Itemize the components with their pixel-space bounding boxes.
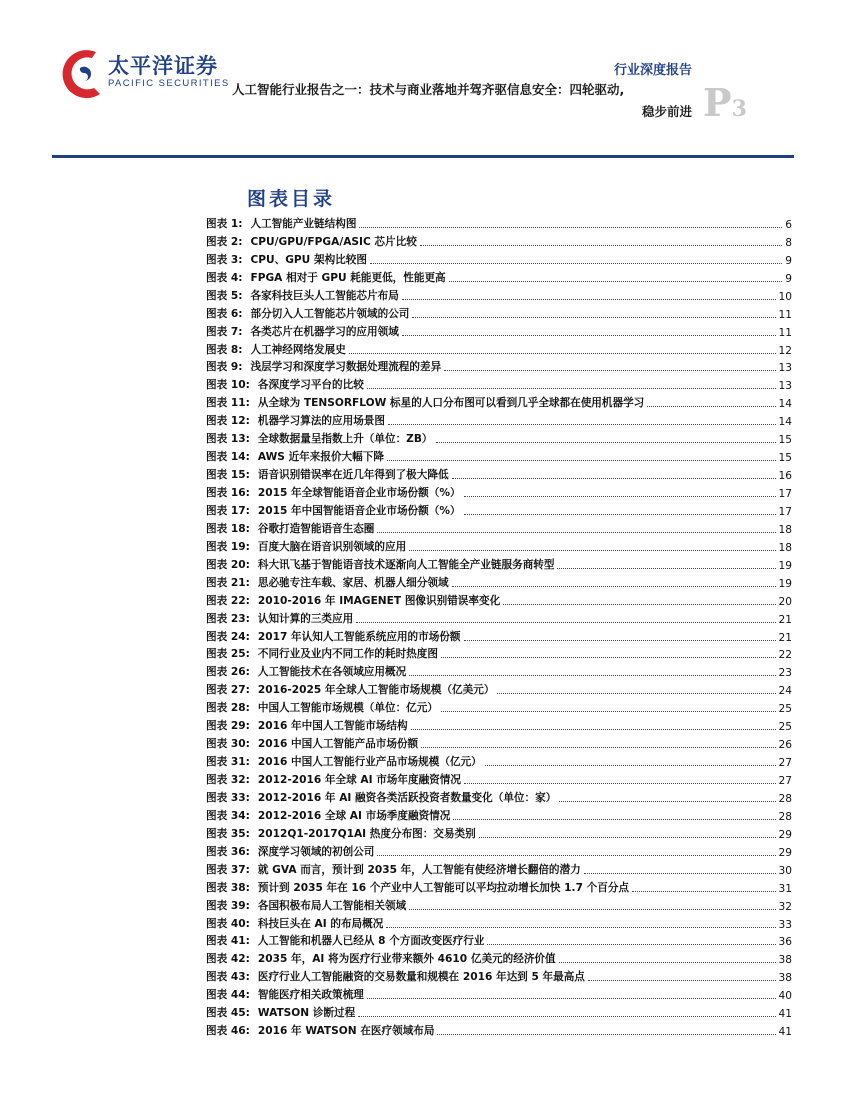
toc-entry-label: 图表 6: (206, 307, 243, 320)
toc-entry-page: 31 (778, 882, 792, 895)
toc-entry-title: 2012Q1-2017Q1AI 热度分布图：交易类别 (257, 827, 476, 840)
page-prefix: P (703, 80, 732, 125)
toc-entry-label: 图表 46: (206, 1025, 250, 1038)
toc-entry-title: 就 GVA 而言，预计到 2035 年，人工智能有使经济增长翻倍的潜力 (257, 863, 581, 876)
toc-entry-label: 图表 8: (206, 343, 243, 356)
toc-entry-page: 33 (778, 918, 792, 931)
toc-entry-title: 部分切入人工智能芯片领域的公司 (250, 307, 410, 320)
toc-entry-label: 图表 35: (206, 827, 250, 840)
toc-entry[interactable] (206, 303, 792, 321)
toc-entry-page: 18 (778, 541, 792, 554)
toc-dot-leader (441, 657, 776, 658)
toc-dot-leader (386, 927, 775, 928)
toc-entry-page: 36 (778, 936, 792, 949)
toc-entry[interactable] (206, 859, 792, 877)
toc-entry-label: 图表 4: (206, 271, 243, 284)
toc-entry[interactable] (206, 877, 792, 895)
toc-entry-title: 2035 年，AI 将为医疗行业带来额外 4610 亿美元的经济价值 (257, 953, 556, 966)
toc-entry-page: 14 (778, 416, 792, 429)
toc-entry-label: 图表 11: (206, 397, 250, 410)
toc-entry-label: 图表 1: (206, 217, 243, 230)
toc-entry-title: 各类芯片在机器学习的应用领域 (250, 325, 399, 338)
toc-entry[interactable] (206, 554, 792, 572)
toc-entry-title: 各深度学习平台的比较 (257, 379, 364, 392)
toc-dot-leader (479, 837, 776, 838)
toc-entry[interactable] (206, 751, 792, 769)
toc-dot-leader (387, 460, 776, 461)
toc-entry[interactable] (206, 984, 792, 1002)
toc-entry[interactable] (206, 769, 792, 787)
toc-entry[interactable] (206, 357, 792, 375)
toc-dot-leader (359, 227, 782, 228)
toc-dot-leader (464, 640, 776, 641)
toc-entry-page: 27 (778, 757, 792, 770)
toc-entry[interactable] (206, 1002, 792, 1020)
toc-dot-leader (411, 729, 776, 730)
toc-entry-label: 图表 23: (206, 612, 250, 625)
toc-entry-title: 人工智能和机器人已经从 8 个方面改变医疗行业 (257, 935, 485, 948)
toc-entry-title: 2016 中国人工智能产品市场份额 (257, 738, 419, 751)
toc-entry-title: 2012-2016 年 AI 融资各类活跃投资者数量变化（单位：家） (257, 791, 557, 804)
toc-dot-leader (436, 442, 776, 443)
toc-entry[interactable] (206, 339, 792, 357)
toc-entry-page: 15 (778, 452, 792, 465)
toc-entry[interactable] (206, 267, 792, 285)
toc-entry-page: 25 (778, 703, 792, 716)
toc-entry-title: 2017 年认知人工智能系统应用的市场份额 (257, 630, 461, 643)
toc-entry-page: 10 (778, 290, 792, 303)
toc-entry-page: 6 (785, 218, 792, 231)
toc-entry-page: 29 (778, 828, 792, 841)
toc-entry-title: 2016-2025 年全球人工智能市场规模（亿美元） (257, 684, 495, 697)
toc-entry-label: 图表 19: (206, 540, 250, 553)
toc-dot-leader (437, 1034, 775, 1035)
toc-entry-title: 2012-2016 全球 AI 市场季度融资情况 (257, 809, 451, 822)
toc-entry[interactable] (206, 948, 792, 966)
toc-entry-page: 15 (778, 434, 792, 447)
toc-entry-title: 2015 年中国智能语音企业市场份额（%） (257, 504, 461, 517)
toc-entry[interactable] (206, 1020, 792, 1038)
toc-entry-label: 图表 43: (206, 971, 250, 984)
toc-entry-page: 38 (778, 972, 792, 985)
figure-toc (206, 213, 792, 1038)
toc-dot-leader (412, 317, 775, 318)
toc-entry-label: 图表 13: (206, 433, 250, 446)
toc-entry-title: 从全球为 TENSORFLOW 标星的人口分布图可以看到几乎全球都在使用机器学习 (257, 397, 645, 410)
toc-dot-leader (464, 514, 776, 515)
toc-entry-label: 图表 21: (206, 576, 250, 589)
toc-entry[interactable] (206, 500, 792, 518)
toc-entry-label: 图表 3: (206, 253, 243, 266)
toc-entry-title: WATSON 诊断过程 (257, 1007, 356, 1020)
toc-entry[interactable] (206, 231, 792, 249)
toc-entry-label: 图表 22: (206, 594, 250, 607)
toc-entry-page: 30 (778, 864, 792, 877)
toc-entry-page: 8 (785, 236, 792, 249)
toc-dot-leader (402, 335, 776, 336)
toc-entry-label: 图表 2: (206, 235, 243, 248)
toc-entry-page: 29 (778, 846, 792, 859)
toc-dot-leader (559, 801, 775, 802)
toc-entry-label: 图表 33: (206, 791, 250, 804)
toc-entry-title: 谷歌打造智能语音生态圈 (257, 522, 375, 535)
toc-entry-title: 不同行业及业内不同工作的耗时热度图 (257, 648, 438, 661)
toc-title: 图表目录 (247, 188, 336, 210)
toc-entry-label: 图表 45: (206, 1007, 250, 1020)
toc-entry-title: 2012-2016 年全球 AI 市场年度融资情况 (257, 774, 461, 786)
toc-entry-page: 27 (778, 775, 792, 787)
toc-entry-label: 图表 25: (206, 648, 250, 661)
toc-entry-title: AWS 近年来报价大幅下降 (257, 451, 384, 464)
toc-dot-leader (559, 962, 776, 963)
toc-entry[interactable] (206, 895, 792, 913)
company-logo (58, 44, 258, 104)
toc-entry[interactable] (206, 841, 792, 859)
toc-entry[interactable] (206, 374, 792, 392)
toc-entry-page: 28 (778, 810, 792, 823)
toc-entry-label: 图表 7: (206, 325, 243, 338)
toc-entry-label: 图表 30: (206, 738, 250, 751)
toc-entry-title: 2016 年中国人工智能市场结构 (257, 720, 408, 733)
toc-entry-page: 21 (778, 631, 792, 644)
toc-entry-page: 20 (778, 595, 792, 608)
toc-entry-label: 图表 36: (206, 845, 250, 858)
toc-entry[interactable] (206, 626, 792, 644)
toc-entry-page: 11 (778, 326, 792, 339)
toc-entry[interactable] (206, 715, 792, 733)
toc-entry-label: 图表 41: (206, 935, 250, 948)
toc-dot-leader (356, 622, 775, 623)
toc-entry[interactable] (206, 805, 792, 823)
toc-entry[interactable] (206, 572, 792, 590)
toc-entry-label: 图表 9: (206, 361, 243, 374)
toc-entry-title: FPGA 相对于 GPU 耗能更低，性能更高 (250, 271, 446, 284)
toc-entry-title: 各国积极布局人工智能相关领域 (257, 899, 407, 912)
toc-dot-leader (409, 909, 775, 910)
toc-entry-page: 13 (778, 362, 792, 375)
toc-entry-page: 41 (778, 1026, 792, 1039)
toc-entry-title: 语音识别错误率在近几年得到了极大降低 (257, 469, 449, 482)
toc-entry-label: 图表 14: (206, 451, 250, 464)
report-type: 行业深度报告 (613, 63, 692, 78)
toc-entry-page: 28 (778, 792, 792, 805)
toc-dot-leader (647, 406, 775, 407)
toc-entry-page: 40 (778, 990, 792, 1003)
toc-entry-label: 图表 16: (206, 487, 250, 499)
toc-dot-leader (557, 568, 775, 569)
toc-entry[interactable] (206, 733, 792, 751)
toc-entry-label: 图表 12: (206, 415, 250, 428)
toc-entry-page: 21 (778, 613, 792, 626)
toc-entry-label: 图表 10: (206, 379, 250, 392)
toc-entry-page: 23 (778, 667, 792, 680)
toc-entry-title: 智能医疗相关政策梳理 (257, 989, 364, 1002)
toc-dot-leader (453, 819, 775, 820)
page-number (703, 80, 747, 125)
toc-entry-page: 17 (778, 488, 792, 500)
toc-entry[interactable] (206, 428, 792, 446)
toc-entry[interactable] (206, 823, 792, 841)
toc-entry-label: 图表 34: (206, 809, 250, 822)
toc-entry-page: 19 (778, 577, 792, 590)
toc-entry[interactable] (206, 392, 792, 410)
report-title-continued: 稳步前进 (641, 104, 692, 119)
toc-dot-leader (370, 263, 782, 264)
toc-entry-page: 19 (778, 559, 792, 572)
toc-entry-title: 人工智能技术在各领域应用概况 (257, 666, 407, 679)
toc-entry[interactable] (206, 608, 792, 626)
toc-entry-page: 18 (778, 523, 792, 536)
toc-entry[interactable] (206, 321, 792, 339)
toc-entry-label: 图表 42: (206, 953, 250, 966)
toc-entry-label: 图表 20: (206, 558, 250, 571)
toc-entry-title: CPU/GPU/FPGA/ASIC 芯片比较 (250, 235, 417, 248)
toc-entry-page: 9 (785, 272, 792, 285)
toc-dot-leader (464, 783, 776, 784)
toc-entry-label: 图表 27: (206, 684, 250, 697)
toc-entry-title: 思必驰专注车载、家居、机器人细分领域 (257, 576, 449, 589)
toc-entry-title: 2010-2016 年 IMAGENET 图像识别错误率变化 (257, 594, 501, 607)
toc-entry-title: 深度学习领域的初创公司 (257, 845, 375, 858)
page-header (0, 0, 850, 160)
toc-entry[interactable] (206, 536, 792, 554)
toc-dot-leader (452, 478, 776, 479)
toc-entry[interactable] (206, 249, 792, 267)
toc-entry-page: 14 (778, 398, 792, 411)
toc-entry-label: 图表 32: (206, 774, 250, 786)
toc-entry-page: 11 (778, 308, 792, 321)
toc-entry-title: 科技巨头在 AI 的布局概况 (257, 917, 384, 930)
toc-entry-page: 26 (778, 739, 792, 752)
toc-dot-leader (487, 944, 775, 945)
toc-dot-leader (402, 299, 776, 300)
toc-entry[interactable] (206, 787, 792, 805)
toc-entry-label: 图表 26: (206, 666, 250, 679)
toc-entry[interactable] (206, 661, 792, 679)
toc-entry-page: 38 (778, 954, 792, 967)
toc-entry-page: 13 (778, 380, 792, 393)
toc-entry-title: 全球数据量呈指数上升（单位：ZB） (257, 433, 433, 446)
toc-entry-label: 图表 44: (206, 989, 250, 1002)
toc-entry-page: 25 (778, 721, 792, 734)
toc-entry[interactable] (206, 464, 792, 482)
toc-entry-page: 16 (778, 470, 792, 483)
toc-dot-leader (421, 747, 775, 748)
toc-dot-leader (441, 711, 776, 712)
toc-entry[interactable] (206, 410, 792, 428)
toc-entry-title: 2016 中国人工智能行业产品市场规模（亿元） (257, 756, 482, 769)
toc-entry[interactable] (206, 966, 792, 984)
toc-entry-title: 人工神经网络发展史 (250, 343, 346, 356)
toc-entry[interactable] (206, 679, 792, 697)
toc-entry-title: 医疗行业人工智能融资的交易数量和规模在 2016 年达到 5 年最高点 (257, 971, 585, 984)
toc-entry-title: 科大讯飞基于智能语音技术逐渐向人工智能全产业链服务商转型 (257, 558, 555, 571)
toc-entry-label: 图表 18: (206, 522, 250, 535)
toc-dot-leader (584, 873, 776, 874)
toc-entry[interactable] (206, 518, 792, 536)
toc-entry-label: 图表 17: (206, 504, 250, 517)
toc-entry-label: 图表 37: (206, 863, 250, 876)
toc-entry-label: 图表 31: (206, 756, 250, 769)
toc-dot-leader (464, 496, 776, 497)
toc-entry-title: 百度大脑在语音识别领域的应用 (257, 540, 407, 553)
toc-entry-label: 图表 38: (206, 881, 250, 894)
toc-dot-leader (503, 604, 775, 605)
toc-dot-leader (449, 281, 783, 282)
toc-entry[interactable] (206, 446, 792, 464)
toc-entry[interactable] (206, 285, 792, 303)
toc-entry[interactable] (206, 644, 792, 662)
toc-entry[interactable] (206, 482, 792, 500)
toc-entry[interactable] (206, 697, 792, 715)
toc-dot-leader (388, 424, 776, 425)
toc-dot-leader (444, 370, 775, 371)
logo-english-name: PACIFIC SECURITIES (108, 78, 230, 89)
toc-entry-title: 中国人工智能市场规模（单位：亿元） (257, 702, 438, 715)
toc-entry-title: 2015 年全球智能语音企业市场份额（%） (257, 487, 461, 499)
toc-dot-leader (377, 855, 775, 856)
toc-dot-leader (497, 693, 775, 694)
report-title: 人工智能行业报告之一：技术与商业落地并驾齐驱信息安全：四轮驱动, (232, 82, 625, 97)
toc-entry-label: 图表 15: (206, 469, 250, 482)
toc-entry-label: 图表 5: (206, 289, 243, 302)
toc-dot-leader (377, 532, 775, 533)
toc-dot-leader (409, 675, 775, 676)
toc-dot-leader (588, 980, 776, 981)
logo-chinese-name: 太平洋证券 (108, 54, 218, 78)
toc-entry-title: 认知计算的三类应用 (257, 612, 354, 625)
toc-entry-page: 32 (778, 900, 792, 913)
toc-dot-leader (452, 586, 776, 587)
toc-dot-leader (367, 388, 776, 389)
toc-entry-page: 24 (778, 685, 792, 698)
toc-entry-label: 图表 40: (206, 917, 250, 930)
toc-entry-page: 12 (778, 344, 792, 357)
toc-entry-title: 2016 年 WATSON 在医疗领域布局 (257, 1025, 435, 1038)
toc-entry-title: CPU、GPU 架构比较图 (250, 253, 367, 266)
toc-entry-label: 图表 28: (206, 702, 250, 715)
toc-entry-label: 图表 24: (206, 630, 250, 643)
toc-dot-leader (349, 353, 776, 354)
toc-entry-page: 22 (778, 649, 792, 662)
toc-dot-leader (420, 245, 782, 246)
toc-entry-title: 机器学习算法的应用场景图 (257, 415, 385, 428)
toc-entry-page: 41 (778, 1008, 792, 1021)
toc-entry-page: 9 (785, 254, 792, 267)
toc-entry-page: 17 (778, 505, 792, 518)
toc-dot-leader (632, 891, 776, 892)
toc-entry[interactable] (206, 213, 792, 231)
toc-dot-leader (358, 1016, 775, 1017)
toc-entry[interactable] (206, 590, 792, 608)
toc-entry[interactable] (206, 913, 792, 931)
toc-entry-title: 浅层学习和深度学习数据处理流程的差异 (250, 361, 442, 374)
toc-dot-leader (409, 550, 775, 551)
toc-entry-title: 预计到 2035 年在 16 个产业中人工智能可以平均拉动增长加快 1.7 个百分点 (257, 881, 630, 894)
toc-dot-leader (367, 998, 776, 999)
toc-entry-label: 图表 29: (206, 720, 250, 733)
header-rule (52, 155, 794, 158)
toc-entry[interactable] (206, 931, 792, 949)
toc-entry-title: 各家科技巨头人工智能芯片布局 (250, 289, 399, 302)
logo-emblem-icon (58, 44, 106, 104)
toc-entry-label: 图表 39: (206, 899, 250, 912)
page-number-value: 3 (731, 96, 747, 122)
toc-dot-leader (485, 765, 776, 766)
toc-entry-title: 人工智能产业链结构图 (250, 217, 357, 230)
